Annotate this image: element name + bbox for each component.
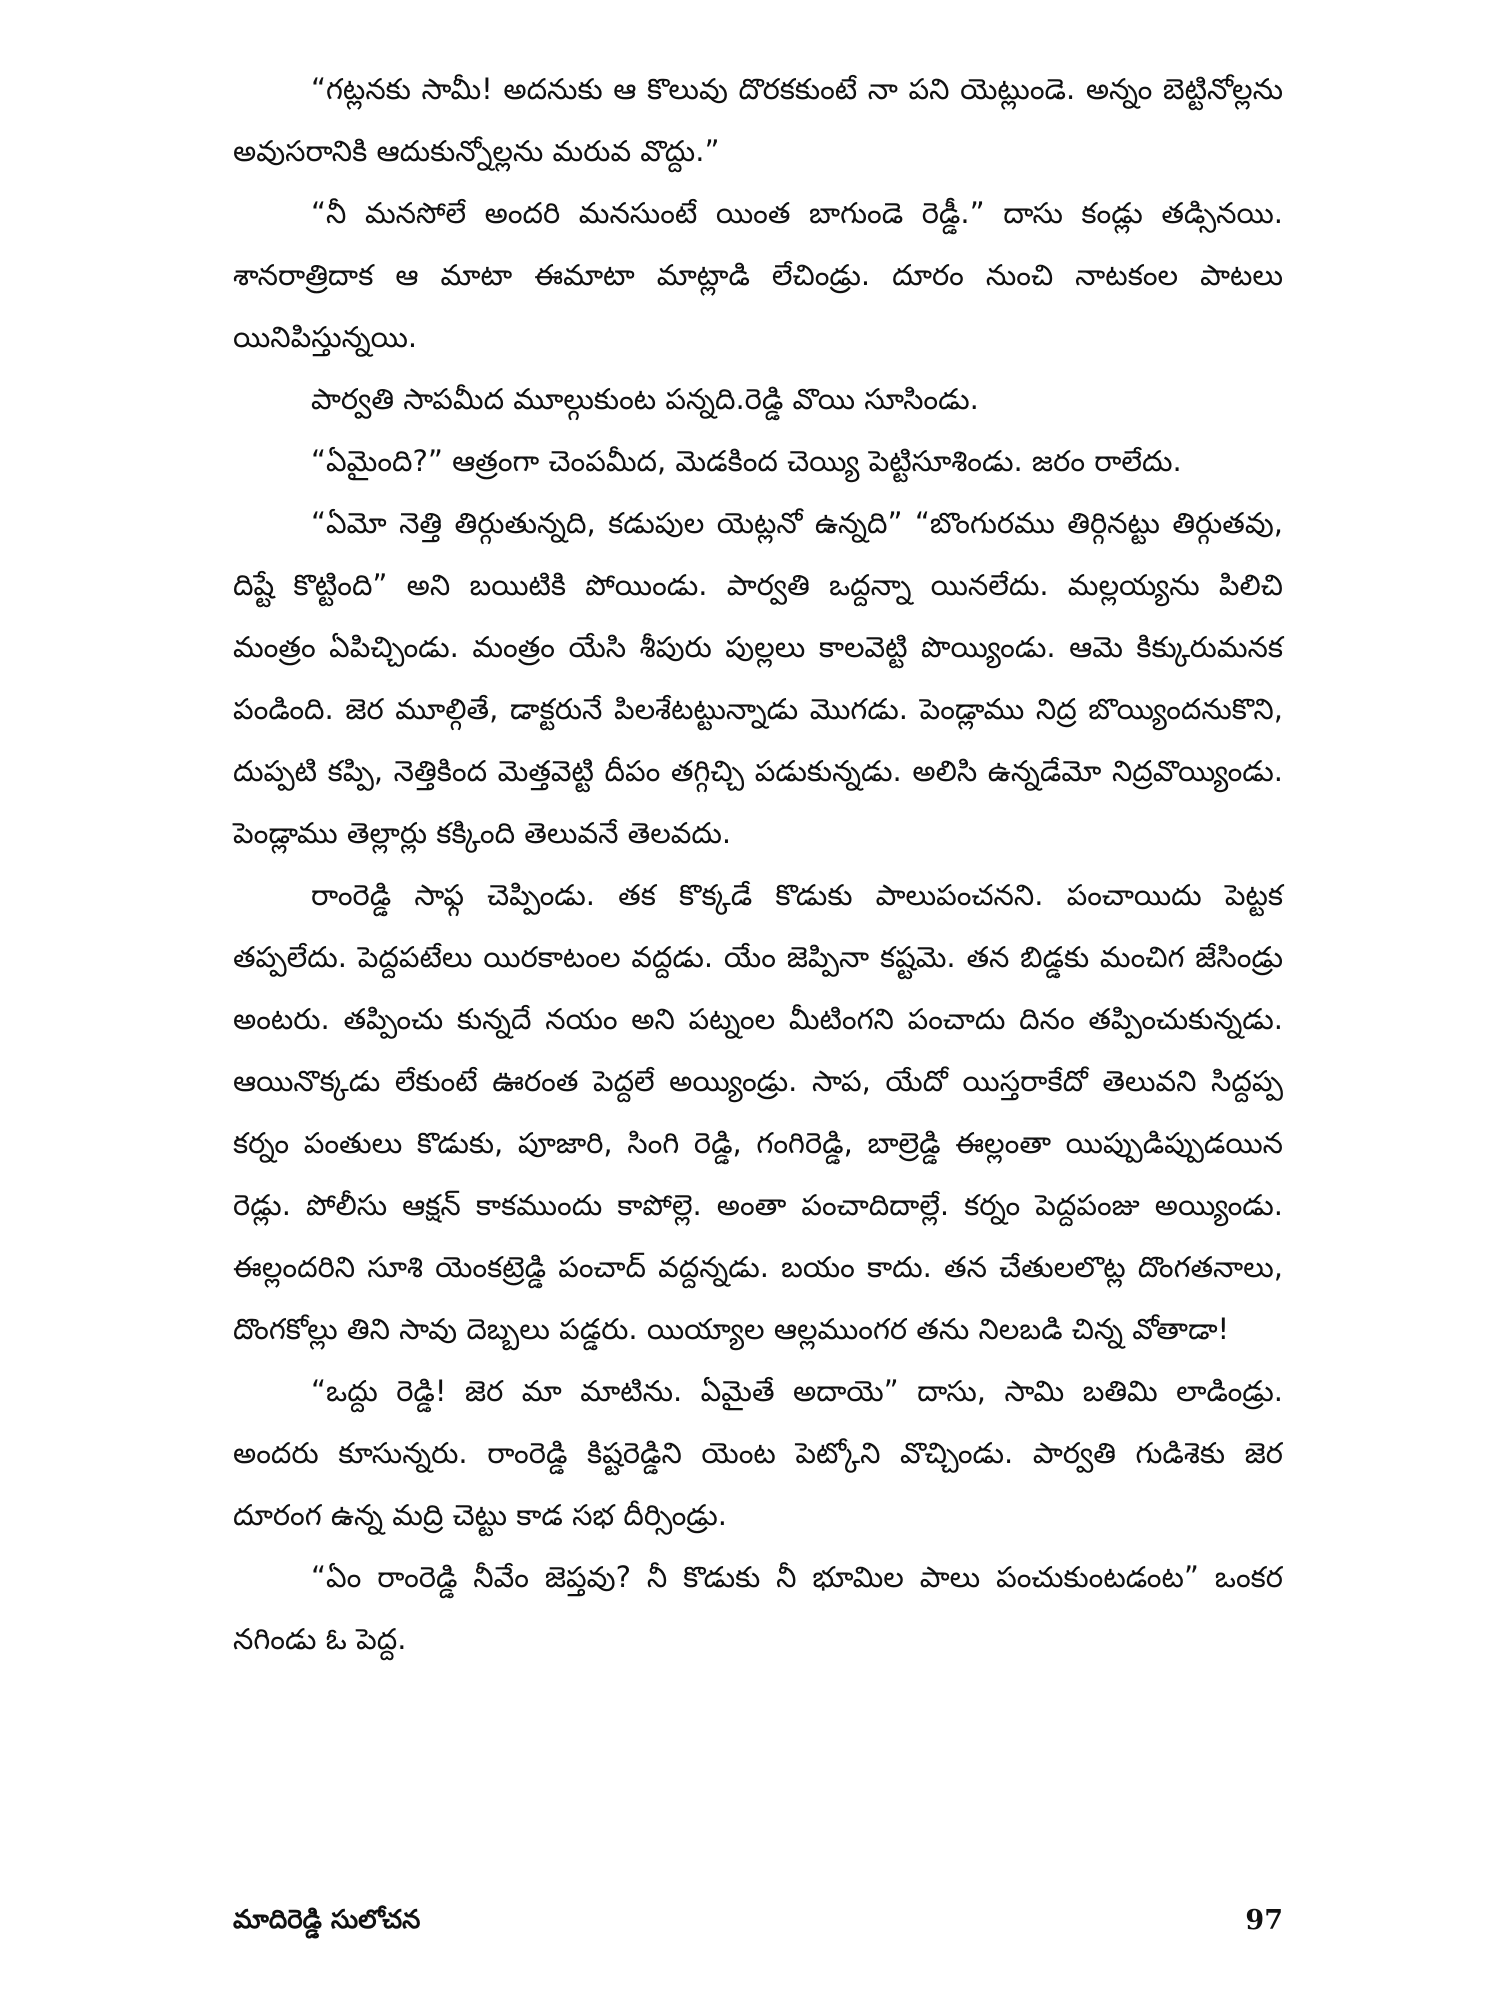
paragraph-7: “ఒద్దు రెడ్డి! జెర మా మాటిను. ఏమైతే అదాయె” దాసు, సామి బతిమి లాడిండ్రు. అందరు కూసున్నరు. రాంరెడ్డి కిష్టరెడ్డిని యెంట పెట్కోని వొచ్చిండు. పార్వతి గుడిశెకు జెర దూరంగ ఉన్న మద్రి చెట్టు కాడ సభ దీర్సిండ్రు. (233, 1374, 1283, 1532)
paragraph-3: పార్వతి సాపమీద మూల్గుకుంట పన్నది.రెడ్డి వొయి సూసిండు. (311, 382, 979, 416)
page-number: 97 (1245, 1905, 1283, 1936)
footer-author: మాదిరెడ్డి సులోచన (233, 1905, 421, 1935)
paragraph-8: “ఏం రాంరెడ్డి నీవేం జెప్తవు? నీ కొడుకు నీ భూమిల పాలు పంచుకుంటడంట” ఒంకర నగిండు ఓ పెద్ద. (233, 1560, 1283, 1656)
paragraph-4: “ఏమైంది?” ఆత్రంగా చెంపమీద, మెడకింద చెయ్యి పెట్టిసూశిండు. జరం రాలేదు. (311, 444, 1182, 478)
paragraph-1: “గట్లనకు సామీ! అదనుకు ఆ కొలువు దొరకకుంటే నా పని యెట్లుండె. అన్నం బెట్టినోల్లను అవుసరానికి ఆదుకున్నోల్లను మరువ వొద్దు.” (233, 72, 1283, 168)
paragraph-2: “నీ మనసోలే అందరి మనసుంటే యింత బాగుండె రెడ్డీ.” దాసు కండ్లు తడ్సినయి. శానరాత్రిదాక ఆ మాటా ఈమాటా మాట్లాడి లేచిండ్రు. దూరం నుంచి నాటకంల పాటలు యినిపిస్తున్నయి. (233, 196, 1283, 354)
paragraph-6: రాంరెడ్డి సాఫ్గ చెప్పిండు. తక కొక్కడే కొడుకు పాలుపంచనని. పంచాయిదు పెట్టక తప్పలేదు. పెద్దపటేలు యిరకాటంల వద్దడు. యేం జెప్పినా కష్టమె. తన బిడ్డకు మంచిగ జేసిండ్రు అంటరు. తప్పించు కున్నదే నయం అని పట్నంల మీటింగని పంచాదు దినం తప్పించుకున్నడు. ఆయినొక్కడు లేకుంటే ఊరంత పెద్దలే అయ్యిండ్రు. సాప, యేదో యిస్తరాకేదో తెలువని సిద్దప్ప కర్నం పంతులు కొడుకు, పూజారి, సింగి రెడ్డి, గంగిరెడ్డి, బాల్రెడ్డి ఈల్లంతా యిప్పుడిప్పుడయిన రెడ్లు. పోలీసు ఆక్షన్ కాకముందు కాపోల్లె. అంతా పంచాదిదాల్లే. కర్నం పెద్దపంజు అయ్యిండు. ఈల్లందరిని సూశి యెంకట్రెడ్డి పంచాద్ వద్దన్నడు. బయం కాదు. తన చేతులలొట్ల దొంగతనాలు, దొంగకోల్లు తిని సావు దెబ్బలు పడ్డరు. యియ్యాల ఆల్లముంగర తను నిలబడి చిన్న వోతాడా! (233, 878, 1283, 1346)
paragraph-5: “ఏమో నెత్తి తిర్గుతున్నది, కడుపుల యెట్లనో ఉన్నది” “బొంగురము తిర్గినట్టు తిర్గుతవు, దిష్టే కొట్టింది” అని బయిటికి పోయిండు. పార్వతి ఒద్దన్నా యినలేదు. మల్లయ్యను పిలిచి మంత్రం ఏపిచ్చిండు. మంత్రం యేసి శీపురు పుల్లలు కాలవెట్టి పొయ్యిండు. ఆమె కిక్కురుమనక పండింది. జెర మూల్గితే, డాక్టరునే పిలశేటట్టున్నాడు మొగడు. పెండ్లాము నిద్ర బొయ్యిందనుకొని, దుప్పటి కప్పి, నెత్తికింద మెత్తవెట్టి దీపం తగ్గిచ్చి పడుకున్నడు. అలిసి ఉన్నడేమో నిద్రవొయ్యిండు. పెండ్లాము తెల్లార్లు కక్కింది తెలువనే తెలవదు. (233, 506, 1283, 850)
page-body (233, 58, 1283, 1670)
page-footer (233, 1905, 1283, 1945)
